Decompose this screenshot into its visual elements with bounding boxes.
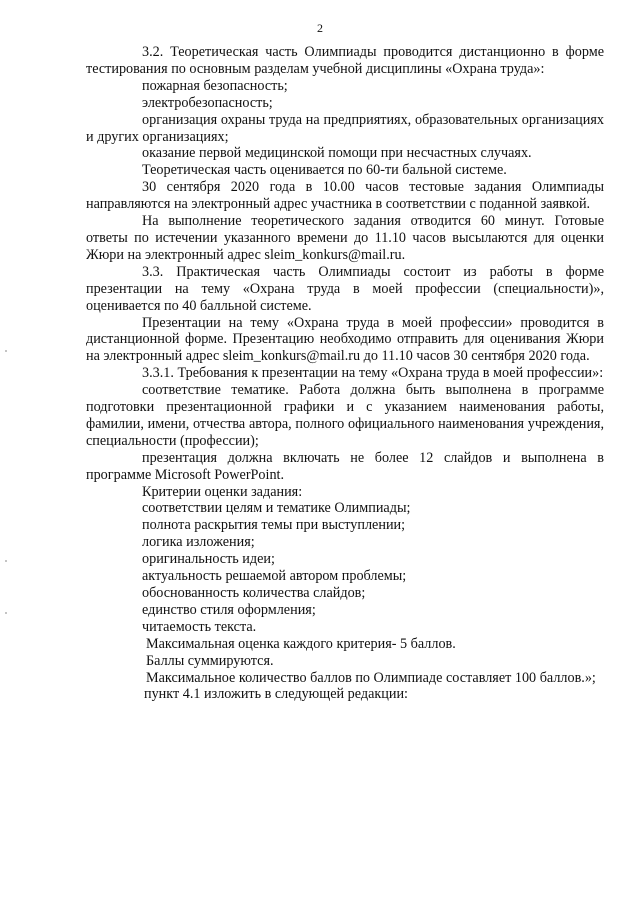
list-item: единство стиля оформления; [142,601,316,618]
scan-margin-mark [5,612,7,614]
document-body [86,44,604,703]
paragraph: Презентации на тему «Охрана труда в моей профессии» проводится в дистанционной форме. Презентацию необходимо отправить для оценивания Жюри на электронный адрес sleim_konkurs@mail.ru до 11.10 часов 30 сентября 2020 года. [86,314,604,365]
paragraph: пункт 4.1 изложить в следующей редакции: [144,686,408,703]
list-item: пожарная безопасность; [142,77,288,94]
paragraph: 3.3.1. Требования к презентации на тему «Охрана труда в моей профессии»: [142,365,604,382]
paragraph: Баллы суммируются. [146,652,274,669]
list-item: соответствии целям и тематике Олимпиады; [142,500,411,517]
paragraph: Максимальное количество баллов по Олимпиаде составляет 100 баллов.»; [146,669,596,686]
list-item: презентация должна включать не более 12 слайдов и выполнена в программе Microsoft PowerPoint. [86,449,604,483]
list-item: логика изложения; [142,534,255,551]
paragraph: Теоретическая часть оценивается по 60-ти бальной системе. [142,162,507,179]
list-item: актуальность решаемой автором проблемы; [142,568,407,585]
paragraph: 3.3. Практическая часть Олимпиады состоит из работы в форме презентации на тему «Охрана труда в моей профессии (специальности)», оценивается по 40 балльной системе. [86,263,604,314]
list-item: соответствие тематике. Работа должна быть выполнена в программе подготовки презентационной графики и с указанием наименования работы, фамилии, имени, отчества автора, полного официального наименования учреждения, специальности (профессии); [86,382,604,449]
page-number: 2 [317,21,323,35]
paragraph: 30 сентября 2020 года в 10.00 часов тестовые задания Олимпиады направляются на электронный адрес участника в соответствии с поданной заявкой. [86,179,604,213]
list-item: организация охраны труда на предприятиях, образовательных организациях и других организациях; [86,111,604,145]
paragraph: На выполнение теоретического задания отводится 60 минут. Готовые ответы по истечении указанного времени до 11.10 часов высылаются для оценки Жюри на электронный адрес sleim_konkurs@mail.ru. [86,213,604,263]
paragraph: Критерии оценки задания: [142,483,303,500]
list-item: оказание первой медицинской помощи при несчастных случаях. [142,145,532,162]
list-item: читаемость текста. [142,618,257,635]
paragraph: Максимальная оценка каждого критерия- 5 баллов. [146,635,456,652]
scan-margin-mark [5,350,7,352]
scan-margin-mark [5,560,7,562]
list-item: полнота раскрытия темы при выступлении; [142,517,406,534]
list-item: электробезопасность; [142,94,273,111]
list-item: обоснованность количества слайдов; [142,585,366,601]
paragraph: 3.2. Теоретическая часть Олимпиады проводится дистанционно в форме тестирования по основным разделам учебной дисциплины «Охрана труда»: [86,44,604,77]
list-item: оригинальность идеи; [142,551,275,568]
